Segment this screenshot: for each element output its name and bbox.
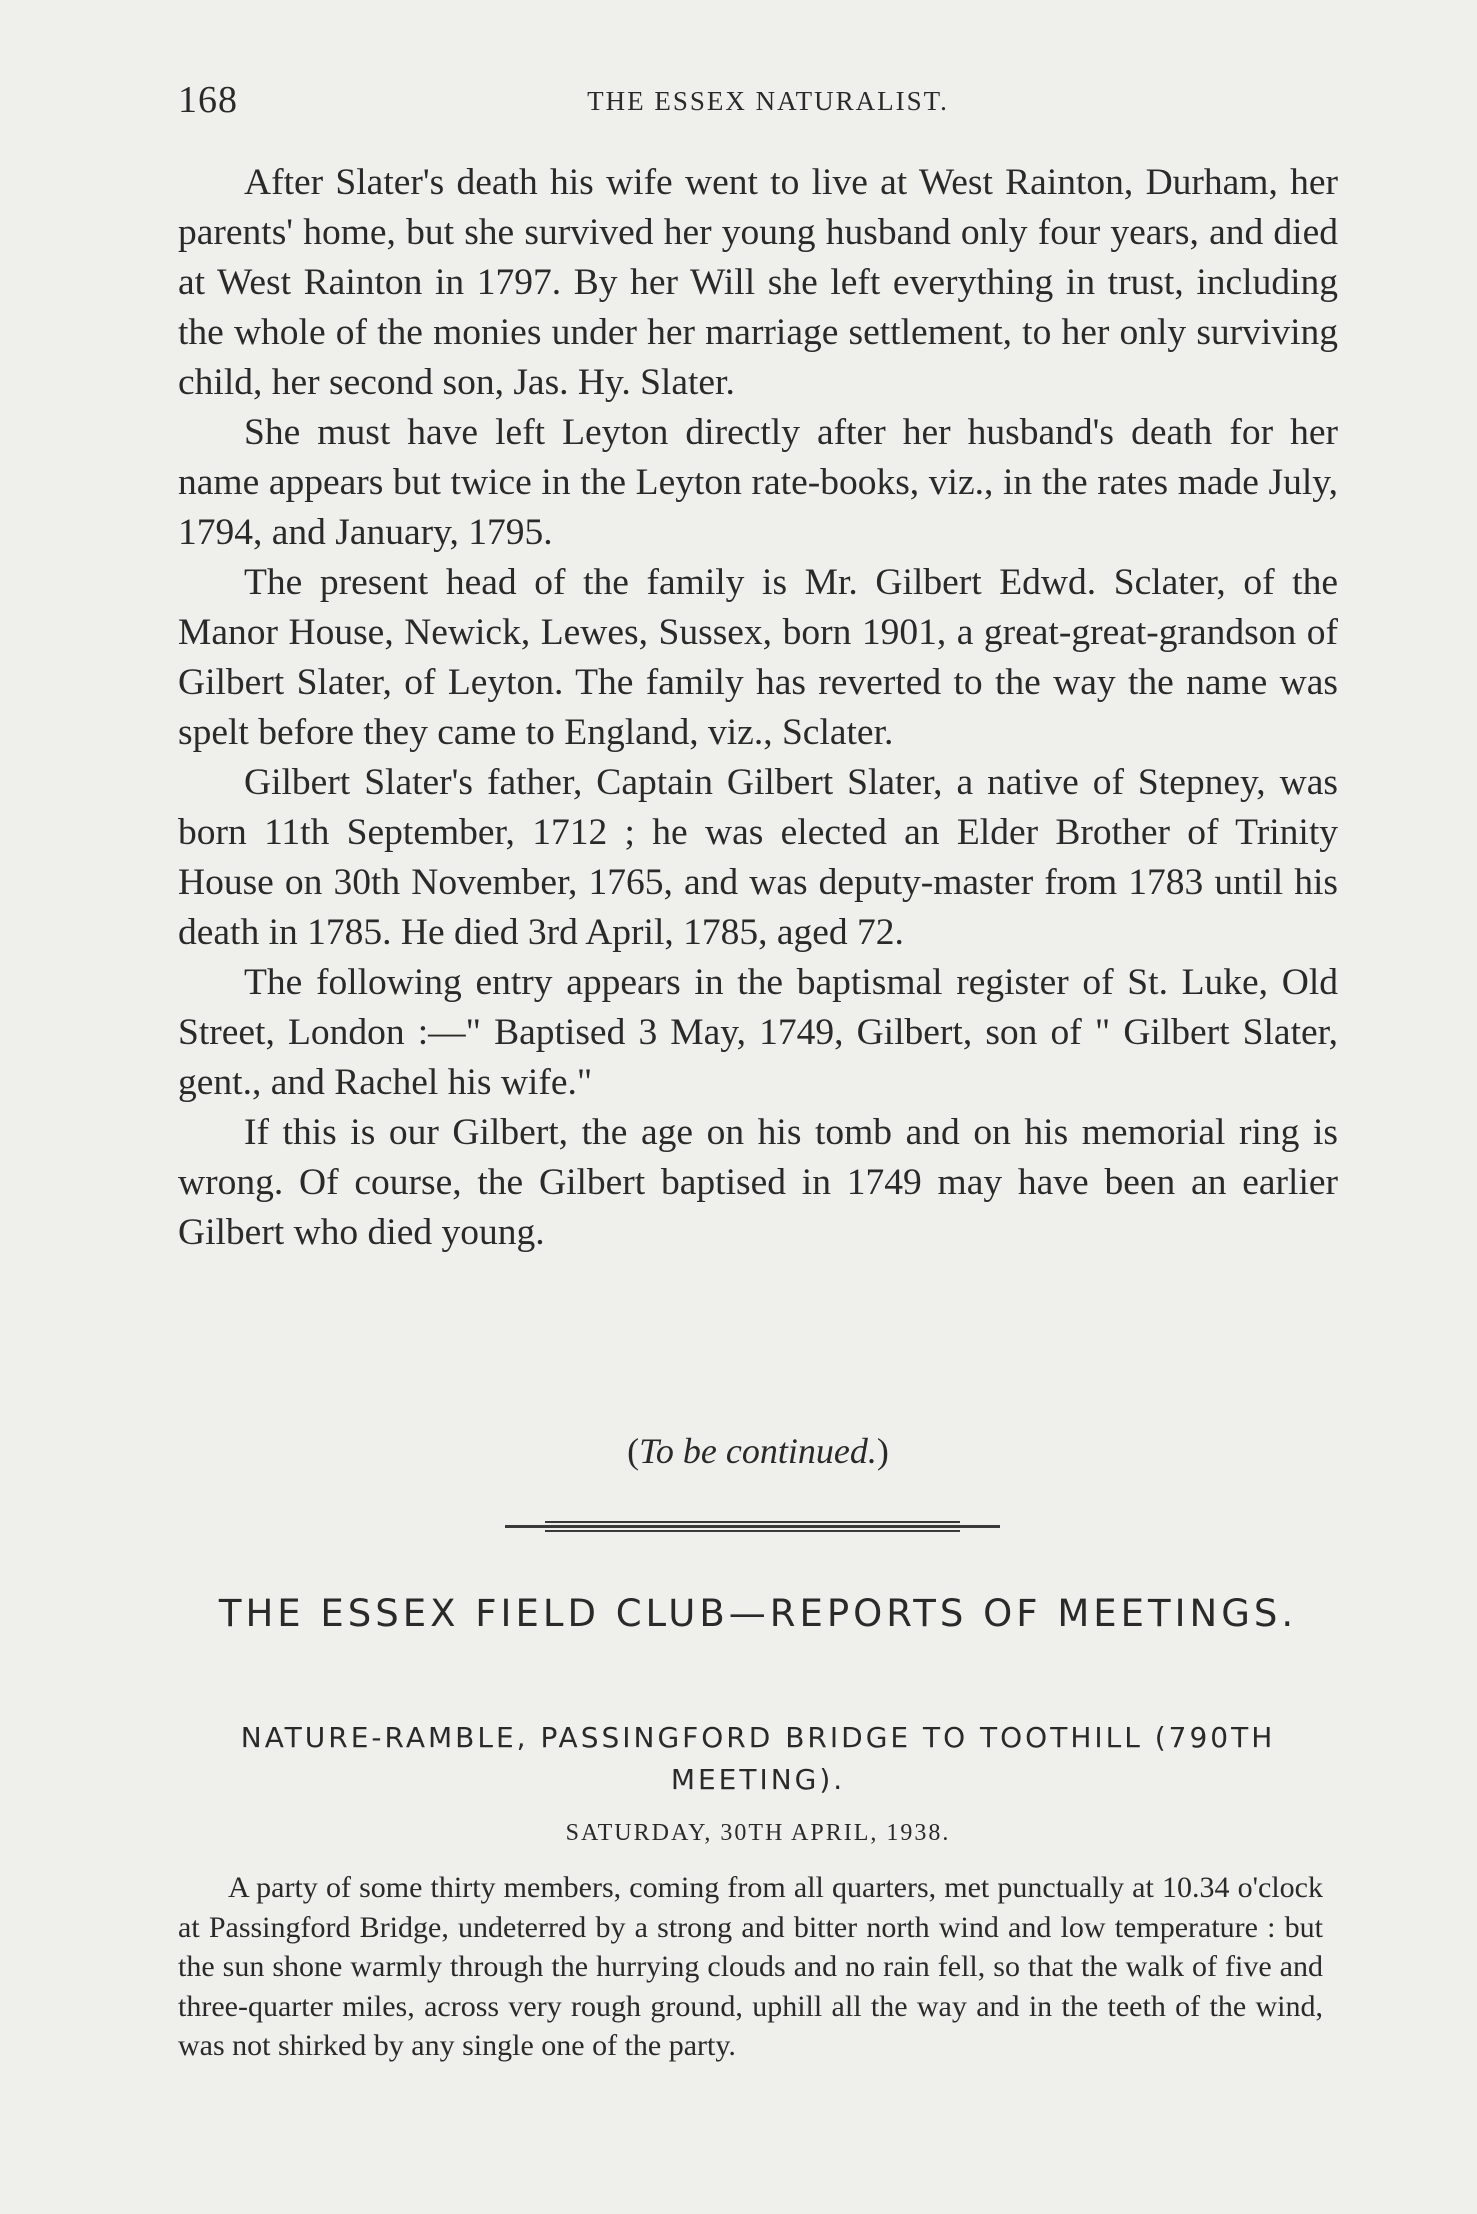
page-number: 168 (178, 79, 238, 121)
body-paragraph: She must have left Leyton directly after her husband's death for her name appears but twice in the Leyton rate-books, viz., in the rates made July, 1794, and January, 1795. (178, 412, 1338, 553)
meeting-title: NATURE-RAMBLE, PASSINGFORD BRIDGE TO TOOTHILL (790TH MEETING). (240, 1721, 1276, 1796)
report-paragraph: A party of some thirty members, coming from all quarters, met punctually at 10.34 o'clock at Passingford Bridge, undeterred by a strong and bitter north wind and low temperature : but the sun shone warmly through the hurrying clouds and no rain fell, so that the walk of five and three-quarter miles, across very rough ground, uphill all the way and in the teeth of the wind, was not shirked by any single one of the party. (178, 1871, 1323, 2062)
body-paragraph: The present head of the family is Mr. Gilbert Edwd. Sclater, of the Manor House, Newick, Lewes, Sussex, born 1901, a great-great-grandson of Gilbert Slater, of Leyton. The family has reverted to the way the name was spelt before they came to England, viz., Sclater. (178, 562, 1338, 753)
body-paragraph: After Slater's death his wife went to live at West Rainton, Durham, her parents' home, but she survived her young husband only four years, and died at West Rainton in 1797. By her Will she left everything in trust, including the whole of the monies under her marriage settlement, to her only surviving child, her second son, Jas. Hy. Slater. (178, 162, 1338, 403)
meeting-report (178, 1868, 1323, 2066)
page-header (178, 78, 1338, 128)
to-be-continued-note (178, 1430, 1338, 1472)
meeting-date: SATURDAY, 30TH APRIL, 1938. (565, 1820, 951, 1846)
continued-text: To be continued. (639, 1431, 877, 1471)
continued-open-paren: ( (627, 1431, 640, 1471)
article-body (178, 158, 1338, 1258)
continued-close-paren: ) (876, 1431, 889, 1471)
section-divider (505, 1521, 1000, 1533)
body-paragraph: If this is our Gilbert, the age on his tomb and on his memorial ring is wrong. Of course, the Gilbert baptised in 1749 may have been an earlier Gilbert who died young. (178, 1112, 1338, 1253)
body-paragraph: Gilbert Slater's father, Captain Gilbert Slater, a native of Stepney, was born 11th September, 1712 ; he was elected an Elder Brother of Trinity House on 30th November, 1765, and was deputy-master from 1783 until his death in 1785. He died 3rd April, 1785, aged 72. (178, 762, 1338, 953)
running-head: THE ESSEX NATURALIST. (587, 86, 949, 116)
section-title: THE ESSEX FIELD CLUB—REPORTS OF MEETINGS. (218, 1592, 1298, 1635)
body-paragraph: The following entry appears in the baptismal register of St. Luke, Old Street, London :—" Baptised 3 May, 1749, Gilbert, son of " Gilbert Slater, gent., and Rachel his wife." (178, 962, 1338, 1103)
